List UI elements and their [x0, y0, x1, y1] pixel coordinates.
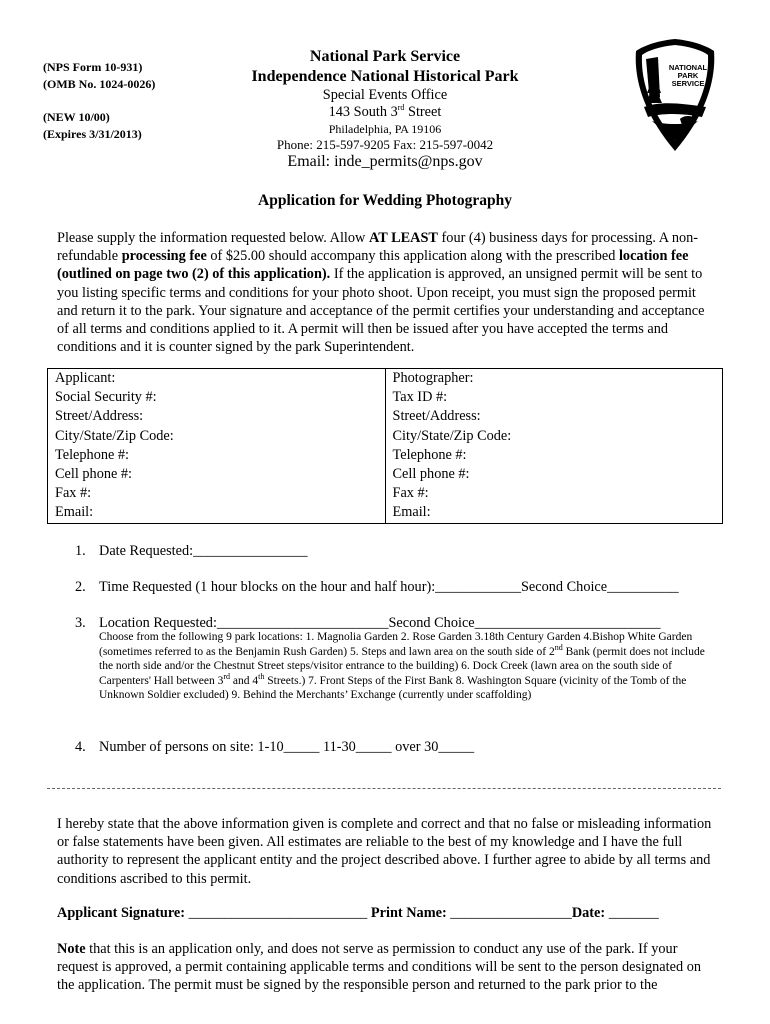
- intro-text-4: If the application is approved, an unsigned permit will be sent to you listing specific terms and conditions for your photo shoot. Upon receipt, you must sign the proposed permit and return it to the park. Your signature and acceptance of the permit certifies your understanding and acceptance of all terms and conditions applied to it. A permit will then be issued after you have accepted the terms and conditions and it is counter signed by the park Superintendent.: [57, 266, 705, 356]
- date-requested-field[interactable]: Date Requested:________________: [99, 543, 308, 559]
- photographer-field[interactable]: Telephone #:: [385, 446, 723, 465]
- nps-arrowhead-logo: [630, 37, 720, 153]
- office-street: [190, 104, 580, 121]
- form-expiration: (Expires 3/31/2013): [43, 127, 142, 141]
- info-table-row: [48, 446, 723, 465]
- info-table-row: [48, 407, 723, 426]
- photographer-field[interactable]: Photographer:: [385, 369, 723, 389]
- applicant-signature-label: Applicant Signature:: [57, 905, 186, 921]
- date-label: Date:: [571, 905, 606, 921]
- intro-text-2: four (4) business days for processing. A non-refundable: [57, 230, 699, 265]
- arrowhead-icon: [630, 37, 720, 153]
- time-requested-item: [75, 578, 735, 596]
- logo-text-park: PARK: [677, 71, 699, 80]
- form-number: (NPS Form 10-931): [43, 60, 143, 74]
- time-requested-field[interactable]: Time Requested (1 hour blocks on the hour and half hour):____________Second Choice__________: [99, 579, 679, 595]
- park-name: Independence National Historical Park: [251, 68, 519, 85]
- logo-text-service: SERVICE: [671, 79, 705, 88]
- photographer-field[interactable]: Street/Address:: [385, 407, 723, 426]
- location-options-part-1: Choose from the following 9 park locations: 1. Magnolia Garden 2. Rose Garden 3.18th Century Garden 4.Bishop White Garden (sometimes referred to as the Benjamin Rush Garden) 5. Steps and lawn area on the south side of 2: [99, 631, 693, 658]
- signature-row: [57, 904, 737, 922]
- photographer-field[interactable]: Email:: [385, 503, 723, 523]
- street-name: Street: [404, 104, 442, 120]
- office-phone-fax: Phone: 215-597-9205 Fax: 215-597-0042: [276, 137, 494, 152]
- logo-text-national: NATIONAL: [668, 63, 708, 72]
- applicant-field[interactable]: Social Security #:: [48, 388, 386, 407]
- applicant-signature-field[interactable]: _________________________: [185, 905, 371, 921]
- photographer-field[interactable]: Tax ID #:: [385, 388, 723, 407]
- intro-bold-processing-fee: processing fee: [121, 248, 207, 265]
- intro-text-3: of $25.00 should accompany this application along with the prescribed: [206, 248, 619, 265]
- item-number: 4.: [75, 739, 86, 755]
- item-number: 2.: [75, 579, 86, 595]
- intro-paragraph: [57, 229, 717, 356]
- info-table-row: [48, 465, 723, 484]
- location-options-part-3: and 4: [230, 674, 259, 687]
- info-table-row: [48, 503, 723, 523]
- applicant-field[interactable]: City/State/Zip Code:: [48, 427, 386, 446]
- signature-date-field[interactable]: _______: [605, 905, 659, 921]
- applicant-photographer-table: [47, 368, 723, 524]
- intro-bold-at-least: AT LEAST: [368, 230, 438, 246]
- page-title: Application for Wedding Photography: [258, 192, 512, 209]
- location-sup-th: th: [258, 671, 265, 681]
- note-text: that this is an application only, and does not serve as permission to conduct any use of the park. If your request is approved, a permit containing applicable terms and conditions will be sent to the person designated on the application. The permit must be signed by the responsible person and returned to the park prior to the: [57, 941, 701, 994]
- applicant-field[interactable]: Applicant:: [48, 369, 386, 389]
- info-table-row: [48, 388, 723, 407]
- location-requested-field[interactable]: Location Requested:________________________Second Choice__________________________: [99, 615, 661, 631]
- note-paragraph: [57, 940, 719, 995]
- photographer-field[interactable]: City/State/Zip Code:: [385, 427, 723, 446]
- print-name-label: Print Name:: [370, 905, 447, 921]
- office-name: Special Events Office: [322, 87, 448, 103]
- photographer-field[interactable]: Cell phone #:: [385, 465, 723, 484]
- location-options-part-2: Bank (permit does not include the north side and/or the Chestnut Street steps/visitor entrance to the building) 6. Dock Creek (lawn area on the south side of Carpenters' Hall between 3: [99, 645, 705, 687]
- office-email: Email: inde_permits@nps.gov: [287, 153, 483, 170]
- date-requested-item: [75, 542, 307, 560]
- location-sup-nd: nd: [554, 642, 563, 652]
- note-label: Note: [57, 941, 86, 957]
- form-new-date: (NEW 10/00): [43, 110, 110, 124]
- applicant-field[interactable]: Cell phone #:: [48, 465, 386, 484]
- item-number: 3.: [75, 615, 86, 631]
- location-options-text: [99, 630, 719, 703]
- agency-name: National Park Service: [309, 48, 461, 65]
- persons-on-site-field[interactable]: Number of persons on site: 1-10_____ 11-30_____ over 30_____: [99, 739, 475, 755]
- intro-text-1: Please supply the information requested below. Allow: [57, 230, 369, 246]
- info-table-row: [48, 484, 723, 503]
- applicant-field[interactable]: Email:: [48, 503, 386, 523]
- info-table-row: [48, 427, 723, 446]
- persons-on-site-item: [75, 738, 735, 756]
- applicant-field[interactable]: Fax #:: [48, 484, 386, 503]
- item-number: 1.: [75, 543, 86, 559]
- office-city: Philadelphia, PA 19106: [328, 122, 442, 136]
- location-options-part-4: Streets.) 7. Front Steps of the First Bank 8. Washington Square (vicinity of the Tomb of the Unknown Soldier excluded) 9. Behind the Merchants’ Exchange (currently under scaffolding): [99, 674, 687, 701]
- print-name-field[interactable]: _________________: [446, 905, 572, 921]
- location-sup-rd: rd: [223, 671, 231, 681]
- street-suffix: rd: [397, 103, 405, 113]
- applicant-field[interactable]: Telephone #:: [48, 446, 386, 465]
- info-table-row: [48, 369, 723, 389]
- certification-statement: I hereby state that the above information given is complete and correct and that no false or misleading information or false statements have been given. All estimates are reliable to the best of my knowledge and I have the full authority to represent the applicant entity and the project described above. I further agree to abide by all terms and conditions ascribed to this permit.: [57, 816, 712, 887]
- omb-number: (OMB No. 1024-0026): [43, 77, 156, 91]
- applicant-field[interactable]: Street/Address:: [48, 407, 386, 426]
- dashed-divider: [47, 788, 721, 789]
- intro-bold-location-fee: location fee (outlined on page two (2) of this application).: [57, 248, 689, 283]
- photographer-field[interactable]: Fax #:: [385, 484, 723, 503]
- street-number: 143 South 3: [328, 104, 398, 120]
